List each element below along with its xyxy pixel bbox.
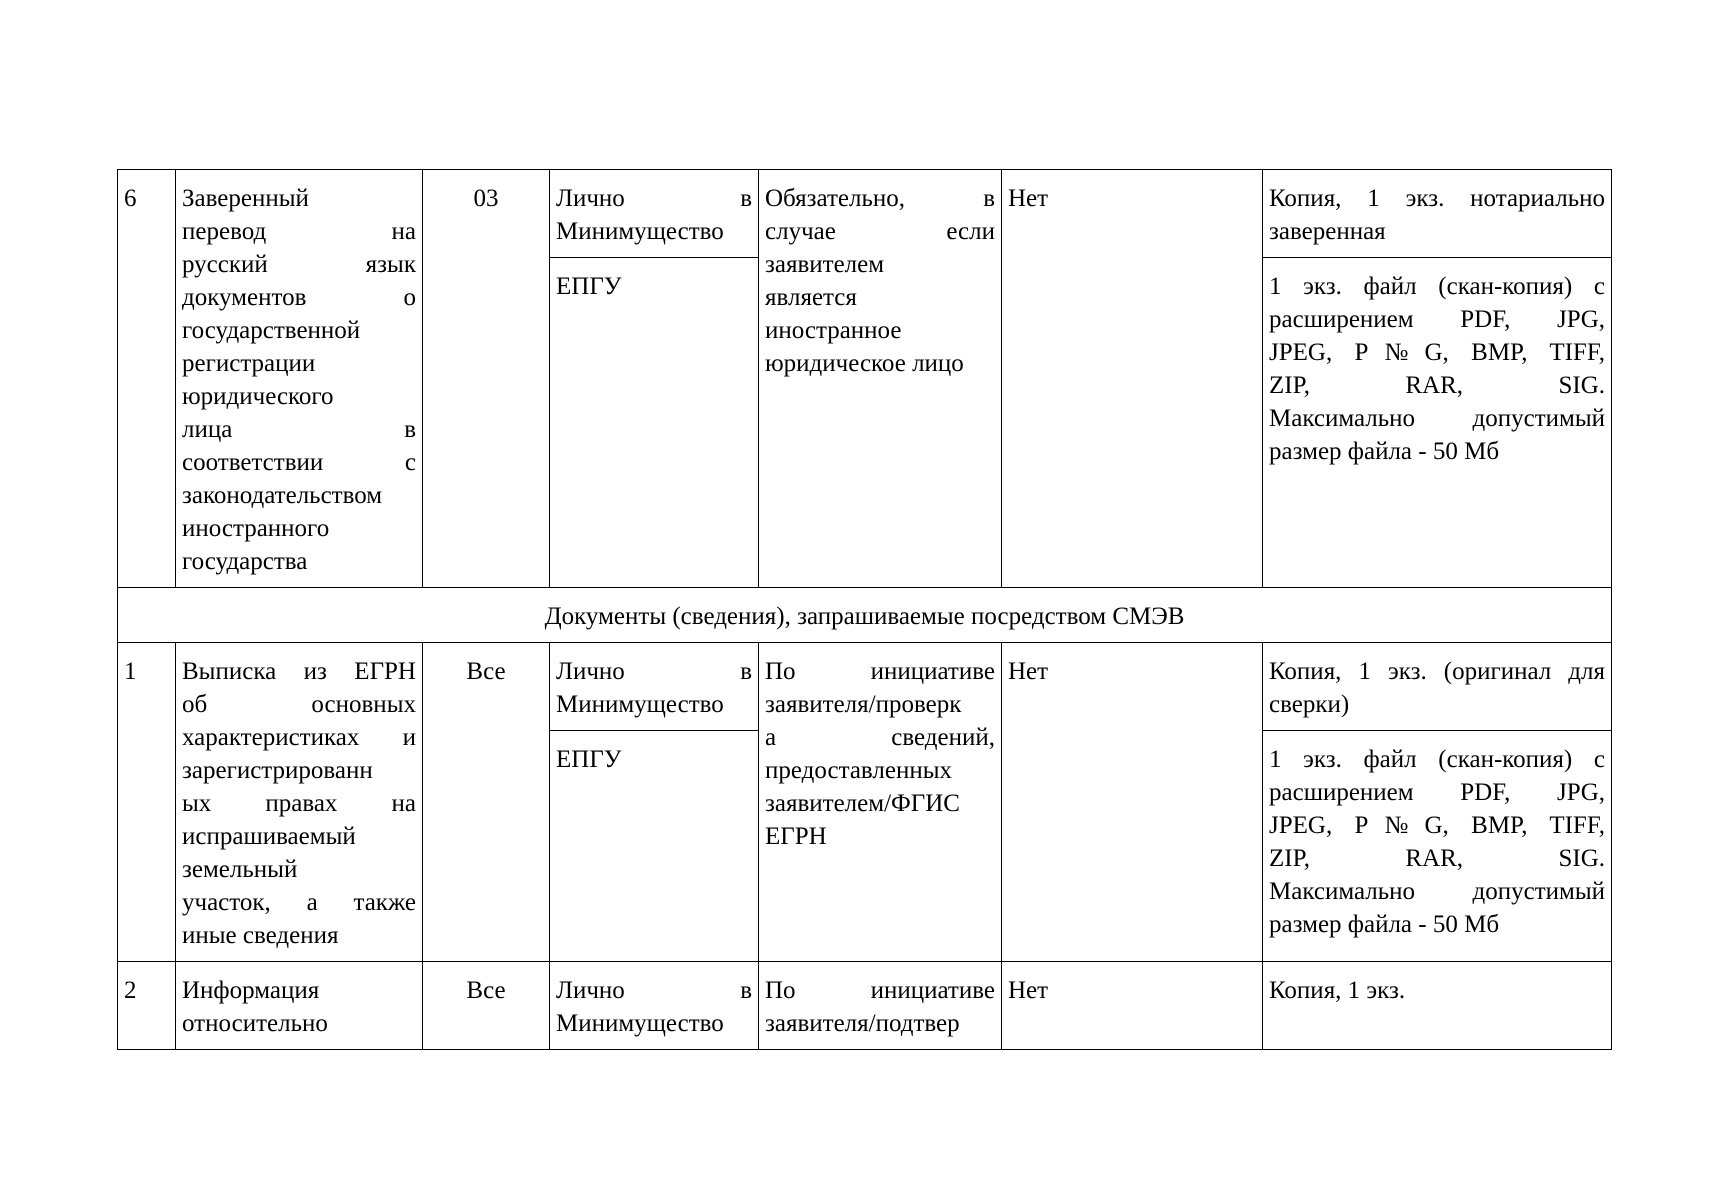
condition-line: ЕГРН: [765, 823, 827, 850]
table-row-6: [118, 170, 1612, 258]
condition-line: По инициативе: [765, 658, 995, 685]
document-name-line: юридического: [182, 383, 334, 410]
document-name-word: соответствии: [182, 449, 324, 476]
form-line: расширением PDF, JPG,: [1269, 779, 1605, 806]
document-name-line: Информация: [182, 977, 320, 1004]
condition-line: является: [765, 284, 857, 311]
documents-table: [117, 169, 1612, 1050]
method-line: Минимущество: [556, 218, 724, 245]
applicant-category: Все: [423, 643, 550, 962]
condition-cell: [759, 170, 1002, 588]
document-name-word: русский: [182, 251, 268, 278]
method-line: Минимущество: [556, 691, 724, 718]
condition-line: юридическое лицо: [765, 350, 964, 377]
condition-line: заявителем/ФГИС: [765, 790, 960, 817]
row-number: 6: [118, 170, 176, 588]
document-name-word: на: [391, 218, 416, 245]
document-name-line: Выписка из ЕГРН: [182, 658, 416, 685]
form-cell-electronic: [1263, 258, 1612, 588]
condition-line: заявителя/подтвер: [765, 1010, 960, 1037]
form-line: расширением PDF, JPG,: [1269, 306, 1605, 333]
form-cell: Копия, 1 экз.: [1263, 962, 1612, 1050]
form-line: JPEG, P№G, BMP, TIFF,: [1269, 339, 1605, 366]
document-name-line: Заверенный: [182, 185, 309, 212]
document-name-word: перевод: [182, 218, 267, 245]
condition-line: заявителем: [765, 251, 885, 278]
condition-cell: [759, 643, 1002, 962]
document-name-line: участок, а также: [182, 889, 416, 916]
method-line: Лично в: [556, 658, 752, 685]
document-name-line: об основных: [182, 691, 416, 718]
document-name-word: о: [403, 284, 416, 311]
form-line: Максимально допустимый: [1269, 405, 1605, 432]
document-name-line: относительно: [182, 1010, 328, 1037]
condition-line: иностранное: [765, 317, 902, 344]
document-name-line: ых правах на: [182, 790, 416, 817]
return-cell: Нет: [1002, 643, 1263, 962]
form-line: размер файла - 50 Мб: [1269, 438, 1500, 465]
document-name-word: в: [404, 416, 416, 443]
condition-line: случае если: [765, 218, 995, 245]
form-line: ZIP, RAR, SIG.: [1269, 372, 1605, 399]
condition-line: По инициативе: [765, 977, 995, 1004]
document-name-cell: [176, 962, 423, 1050]
document-name-line: испрашиваемый: [182, 823, 356, 850]
submission-method-epgu: ЕПГУ: [550, 258, 759, 588]
form-line: ZIP, RAR, SIG.: [1269, 845, 1605, 872]
form-line: Максимально допустимый: [1269, 878, 1605, 905]
return-cell: Нет: [1002, 962, 1263, 1050]
document-name-word: лица: [182, 416, 233, 443]
document-name-line: характеристиках и: [182, 724, 416, 751]
document-name-cell: [176, 643, 423, 962]
method-line: Минимущество: [556, 1010, 724, 1037]
document-name-cell: [176, 170, 423, 588]
section-header-row: [118, 588, 1612, 643]
row-number: 1: [118, 643, 176, 962]
applicant-category: 03: [423, 170, 550, 588]
condition-line: предоставленных: [765, 757, 953, 784]
form-line: размер файла - 50 Мб: [1269, 911, 1500, 938]
applicant-category: Все: [423, 962, 550, 1050]
table-row-1: [118, 643, 1612, 731]
form-line: сверки): [1269, 691, 1350, 718]
form-cell: [1263, 170, 1612, 258]
document-name-line: земельный: [182, 856, 298, 883]
submission-method-in-person: [550, 170, 759, 258]
form-line: 1 экз. файл (скан-копия) с: [1269, 273, 1605, 300]
form-line: JPEG, P№G, BMP, TIFF,: [1269, 812, 1605, 839]
document-name-line: законодательством: [182, 482, 383, 509]
document-name-line: государственной: [182, 317, 361, 344]
document-name-word: с: [404, 449, 416, 476]
document-name-word: язык: [365, 251, 416, 278]
condition-line: а сведений,: [765, 724, 995, 751]
document-name-line: государства: [182, 548, 308, 575]
document-name-line: иностранного: [182, 515, 330, 542]
form-cell: [1263, 643, 1612, 731]
section-header: Документы (сведения), запрашиваемые посредством СМЭВ: [118, 588, 1612, 643]
method-line: Лично в: [556, 185, 752, 212]
document-name-line: зарегистрированн: [182, 757, 373, 784]
document-name-word: документов: [182, 284, 307, 311]
submission-method-in-person: [550, 962, 759, 1050]
document-name-line: регистрации: [182, 350, 316, 377]
form-line: 1 экз. файл (скан-копия) с: [1269, 746, 1605, 773]
condition-line: заявителя/проверк: [765, 691, 962, 718]
form-line: Копия, 1 экз. нотариально: [1269, 185, 1605, 212]
method-line: Лично в: [556, 977, 752, 1004]
condition-line: Обязательно, в: [765, 185, 995, 212]
document-name-line: иные сведения: [182, 922, 339, 949]
form-line: заверенная: [1269, 218, 1386, 245]
form-cell-electronic: [1263, 731, 1612, 962]
table-row-2: [118, 962, 1612, 1050]
submission-method-epgu: ЕПГУ: [550, 731, 759, 962]
row-number: 2: [118, 962, 176, 1050]
form-line: Копия, 1 экз. (оригинал для: [1269, 658, 1605, 685]
return-cell: Нет: [1002, 170, 1263, 588]
condition-cell: [759, 962, 1002, 1050]
submission-method-in-person: [550, 643, 759, 731]
